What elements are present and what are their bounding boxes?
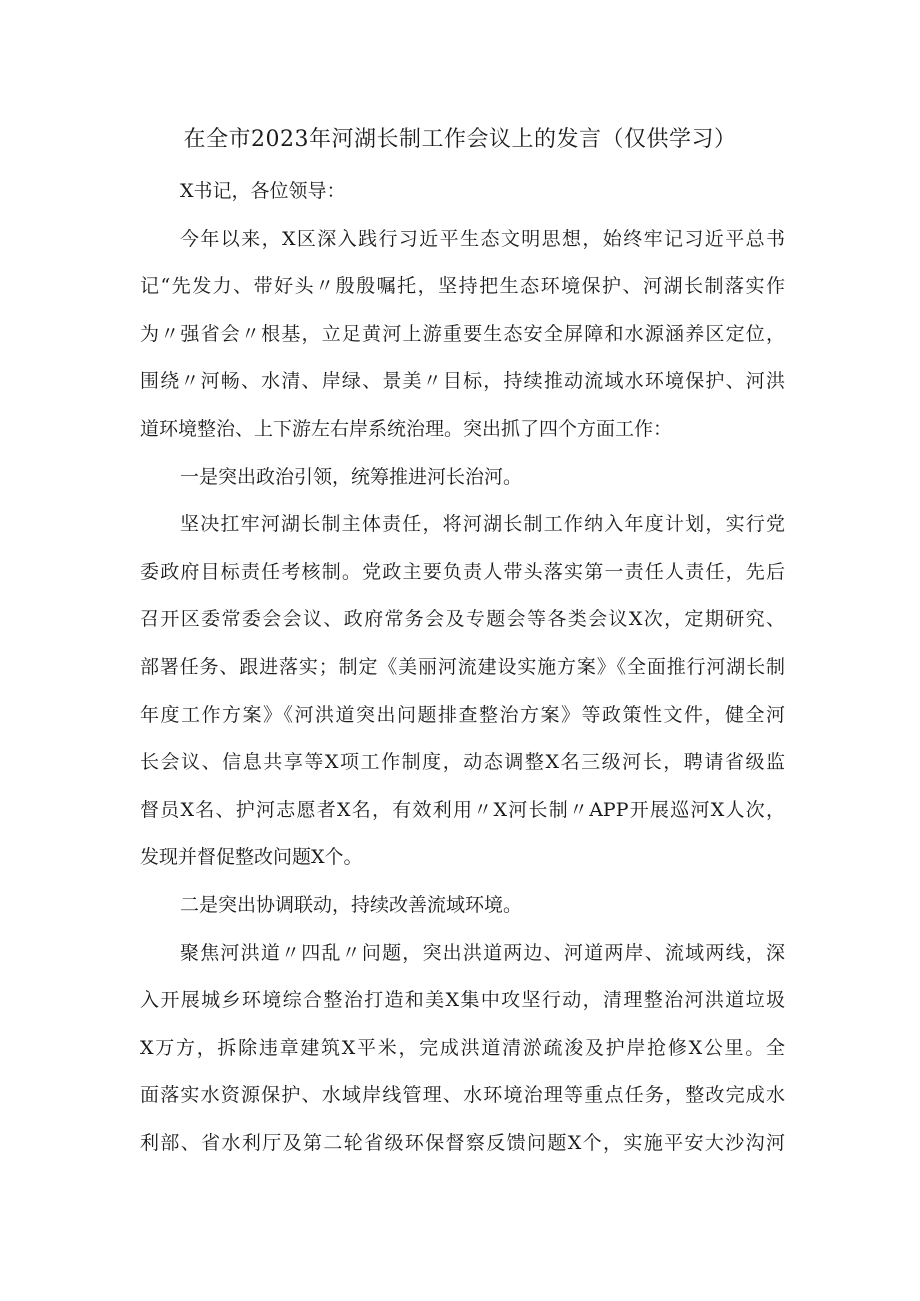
document-body <box>140 168 785 1167</box>
paragraph-line: 坚决扛牢河湖长制主体责任，将河湖长制工作纳入年度计划，实行党 <box>180 513 785 536</box>
paragraph-line: 二是突出协调联动，持续改善流域环境。 <box>180 893 523 916</box>
paragraph-line: 今年以来，X区深入践行习近平生态文明思想，始终牢记习近平总书 <box>180 227 785 250</box>
paragraph-line: 部署任务、跟进落实；制定《美丽河流建设实施方案》《全面推行河湖长制 <box>140 655 785 678</box>
paragraph-line: 聚焦河洪道〃四乱〃问题，突出洪道两边、河道两岸、流域两线，深 <box>180 941 785 964</box>
paragraph-line: 年度工作方案》《河洪道突出问题排查整治方案》等政策性文件，健全河 <box>140 703 785 726</box>
paragraph-line: 记“先发力、带好头〃殷殷嘱托，坚持把生态环境保护、河湖长制落实作 <box>140 275 785 298</box>
paragraph-line: 督员X名、护河志愿者X名，有效利用〃X河长制〃APP开展巡河X人次， <box>140 798 785 821</box>
paragraph-line: 围绕〃河畅、水清、岸绿、景美〃目标，持续推动流域水环境保护、河洪 <box>140 370 785 393</box>
paragraph-line: 一是突出政治引领，统筹推进河长治河。 <box>180 465 523 488</box>
paragraph-line: 发现并督促整改问题X个。 <box>140 846 363 869</box>
paragraph-line: 利部、省水利厅及第二轮省级环保督察反馈问题X个，实施平安大沙沟河 <box>140 1131 785 1154</box>
paragraph-line: 委政府目标责任考核制。党政主要负责人带头落实第一责任人责任，先后 <box>140 560 785 583</box>
paragraph-line: 召开区委常委会会议、政府常务会及专题会等各类会议X次，定期研究、 <box>140 608 785 631</box>
paragraph-line: 为〃强省会〃根基，立足黄河上游重要生态安全屏障和水源涵养区定位， <box>140 322 785 345</box>
paragraph-line: 面落实水资源保护、水域岸线管理、水环境治理等重点任务，整改完成水 <box>140 1084 785 1107</box>
paragraph-line: 入开展城乡环境综合整治打造和美X集中攻坚行动，清理整治河洪道垃圾 <box>140 989 785 1012</box>
paragraph-line: 长会议、信息共享等X项工作制度，动态调整X名三级河长，聘请省级监 <box>140 751 785 774</box>
paragraph-line: 道环境整治、上下游左右岸系统治理。突出抓了四个方面工作： <box>140 417 673 440</box>
paragraph-line: X万方，拆除违章建筑X平米，完成洪道清淤疏浚及护岸抢修X公里。全 <box>140 1036 785 1059</box>
paragraph-line: X书记，各位领导： <box>180 180 346 202</box>
document-title: 在全市2023年河湖长制工作会议上的发言（仅供学习） <box>183 127 737 152</box>
